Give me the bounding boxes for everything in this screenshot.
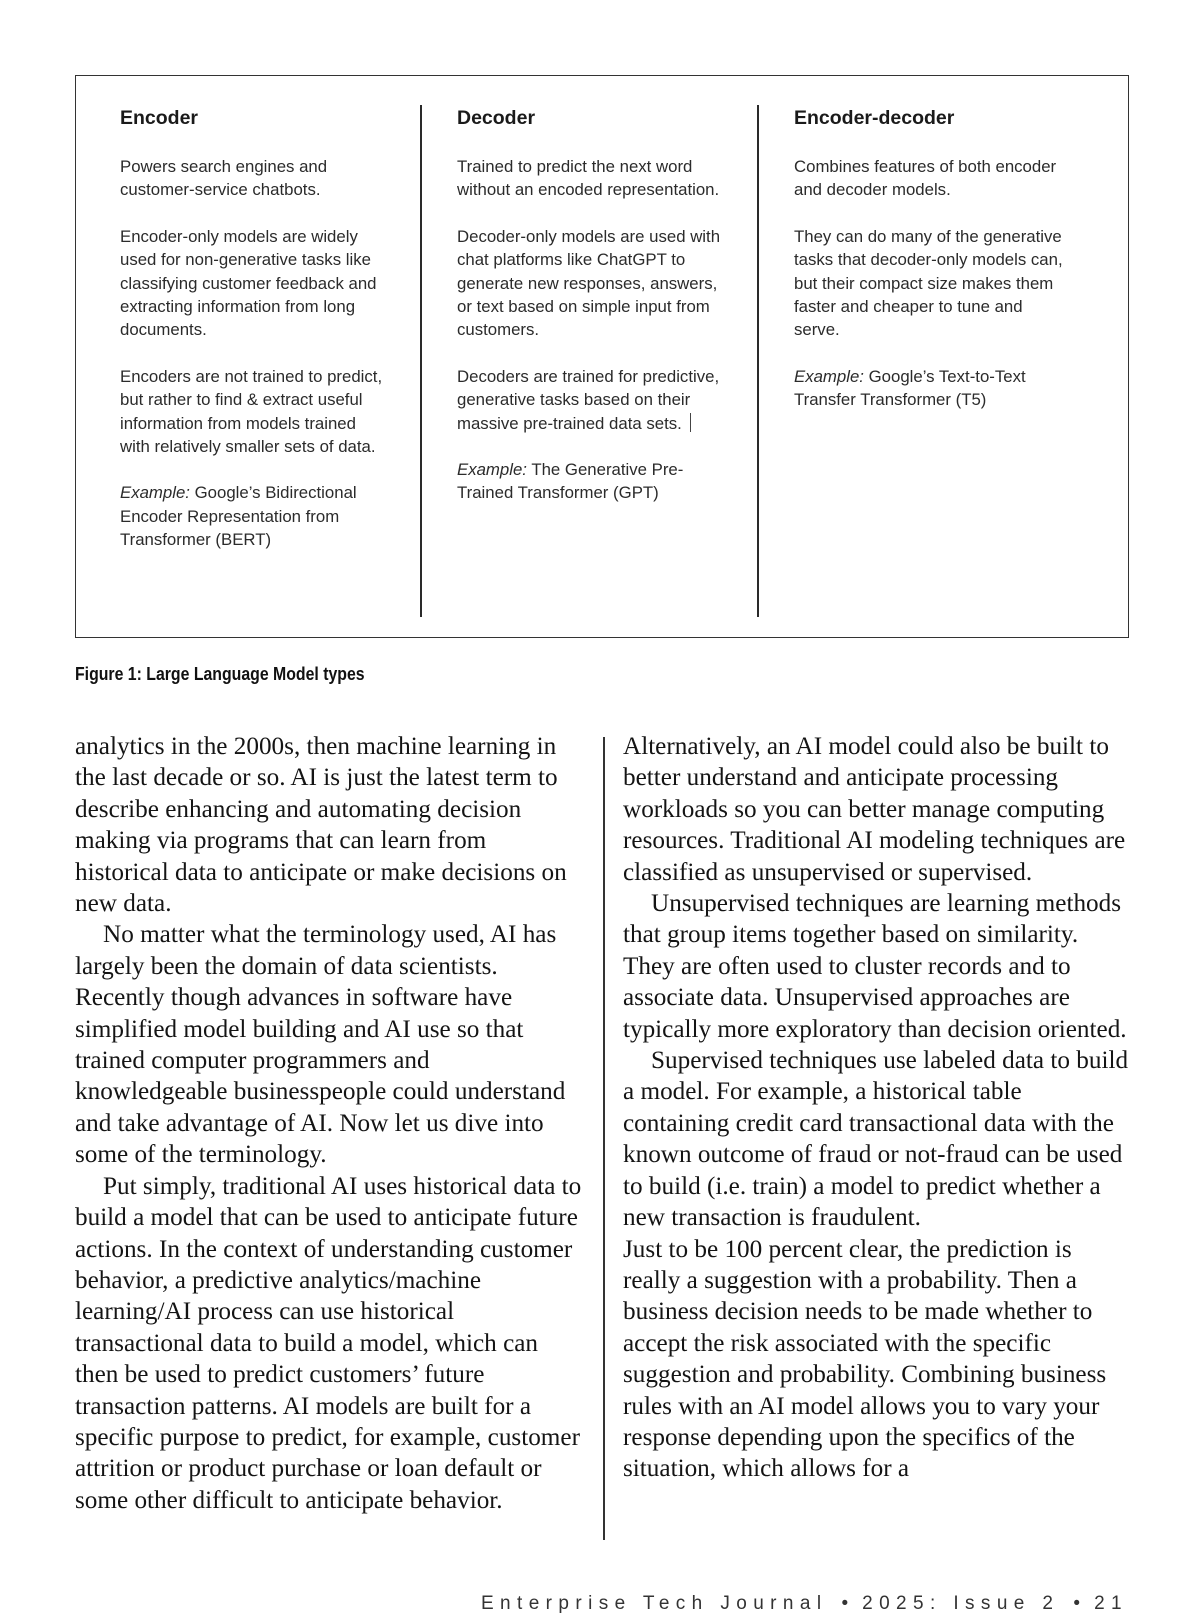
page-footer [481,1593,1128,1615]
column-title: Encoder [120,107,199,129]
figure-column-decoder [457,106,727,528]
paragraph-text: Decoders are trained for predictive, generative tasks based on their massive pre-trained data sets. [457,366,720,433]
issue-label: 2025: Issue 2 [862,1593,1060,1614]
example-text: Google’s Text-to-Text Transfer Transformer (T5) [794,366,1026,410]
column-example [794,365,1064,412]
column-paragraph: Combines features of both encoder and decoder models. [794,157,1057,200]
article-paragraph: No matter what the terminology used, AI has largely been the domain of data scientists. Recently though advances in software have simplified model building and AI use so that trained computer programmers and knowledgeable businesspeople could understand and take advantage of AI. Now let us dive into some of the terminology. [75,921,566,1169]
column-divider [420,105,422,617]
journal-name: Enterprise Tech Journal [480,1593,828,1614]
column-rule [603,737,605,1540]
figure-caption: Figure 1: Large Language Model types [75,664,365,684]
column-paragraph: Encoders are not trained to predict, but rather to find & extract useful information from models trained with relatively smaller sets of data. [120,366,383,457]
column-paragraph: Encoder-only models are widely used for non-generative tasks like classifying customer feedback and extracting information from long documents. [120,226,377,340]
page-number: 21 [1094,1593,1128,1614]
article-paragraph: analytics in the 2000s, then machine learning in the last decade or so. AI is just the latest term to describe enhancing and automating decision making via programs that can learn from historical data to anticipate or make decisions on new data. [75,733,567,918]
footer-separator: • [841,1593,849,1614]
example-label: Example: [794,366,864,386]
column-paragraph: Decoder-only models are used with chat platforms like ChatGPT to generate new responses, answers, or text based on simple input from customers. [457,226,721,340]
example-text: Google’s Bidirectional Encoder Representation from Transformer (BERT) [120,483,357,550]
figure-column-encoder-decoder [794,106,1064,435]
example-text: The Generative Pre-Trained Transformer (GPT) [457,460,684,503]
article-paragraph: Supervised techniques use labeled data to build a model. For example, a historical table containing credit card transactional data with the known outcome of fraud or not-fraud can be used to build (i.e. train) a model to predict whether a new transaction is fraudulent. [623,1047,1129,1232]
article-paragraph: Unsupervised techniques are learning methods that group items together based on similarity. They are often used to cluster records and to associate data. Unsupervised approaches are typically more exploratory than decision oriented. [623,890,1127,1043]
column-example [120,481,390,551]
figure-column-encoder [120,106,390,575]
column-divider [757,105,759,617]
column-title: Encoder-decoder [794,107,955,129]
column-example [457,458,727,505]
article-column-right [623,731,1133,1485]
figure-llm-types [75,75,1129,638]
footer-separator: • [1073,1593,1081,1614]
column-paragraph: Powers search engines and customer-service chatbots. [120,157,328,200]
article-paragraph: Just to be 100 percent clear, the prediction is really a suggestion with a probability. Then a business decision needs to be made whether to accept the risk associated with the specific suggestion and probability. Combining business rules with an AI model allows you to vary your response depending upon the specifics of the situation, which allows for a [623,1235,1107,1483]
article-paragraph: Put simply, traditional AI uses historical data to build a model that can be used to anticipate future actions. In the context of understanding customer behavior, a predictive analytics/machine learning/AI process can use historical transactional data to build a model, which can then be used to predict customers’ future transaction patterns. AI models are built for a specific purpose to predict, for example, customer attrition or product purchase or loan default or some other difficult to anticipate behavior. [75,1172,582,1514]
example-label: Example: [120,483,190,503]
example-label: Example: [457,460,527,480]
column-paragraph: Trained to predict the next word without an encoded representation. [457,157,720,200]
article-paragraph: Alternatively, an AI model could also be built to better understand and anticipate processing workloads so you can better manage computing resources. Traditional AI modeling techniques are classified as unsupervised or supervised. [623,733,1126,886]
column-paragraph [457,365,727,435]
text-cursor [690,413,691,432]
column-title: Decoder [457,107,536,129]
article-column-left [75,731,585,1516]
column-paragraph: They can do many of the generative tasks that decoder-only models can, but their compact size makes them faster and cheaper to tune and serve. [794,226,1063,340]
